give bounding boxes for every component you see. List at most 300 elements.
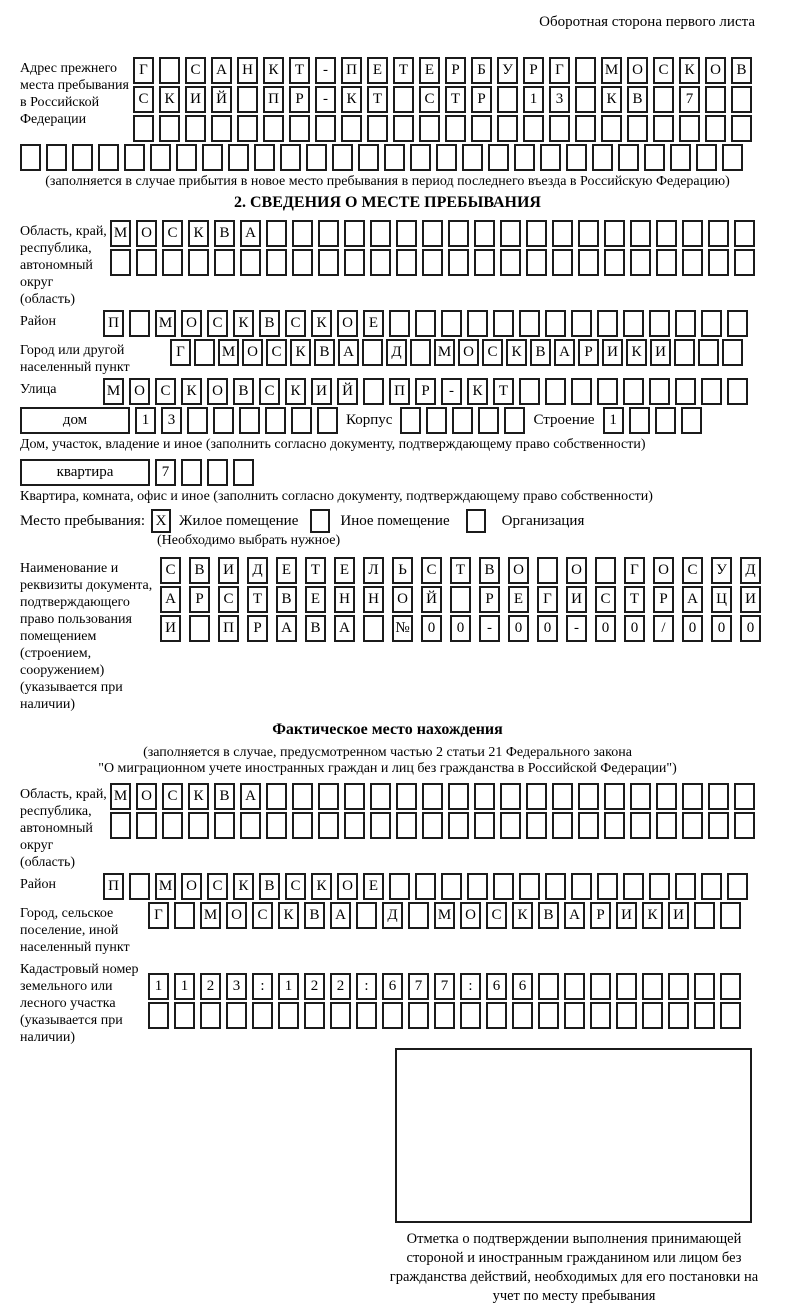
char-box[interactable]: [595, 557, 616, 584]
char-box[interactable]: [722, 339, 743, 366]
checkbox-other-premises[interactable]: [310, 509, 330, 533]
char-box[interactable]: В: [479, 557, 500, 584]
char-box[interactable]: [441, 873, 462, 900]
char-box[interactable]: [211, 115, 232, 142]
char-box[interactable]: С: [285, 310, 306, 337]
char-box[interactable]: [575, 115, 596, 142]
char-box[interactable]: Ь: [392, 557, 413, 584]
char-box[interactable]: О: [705, 57, 726, 84]
char-box[interactable]: [590, 973, 611, 1000]
char-box[interactable]: А: [564, 902, 585, 929]
char-box[interactable]: [448, 812, 469, 839]
char-box[interactable]: М: [155, 310, 176, 337]
char-box[interactable]: 6: [486, 973, 507, 1000]
char-box[interactable]: [526, 783, 547, 810]
char-box[interactable]: П: [103, 873, 124, 900]
char-box[interactable]: [597, 310, 618, 337]
char-box[interactable]: [207, 459, 228, 486]
char-box[interactable]: 1: [135, 407, 156, 434]
char-box[interactable]: [396, 783, 417, 810]
char-box[interactable]: [400, 407, 421, 434]
char-box[interactable]: Т: [493, 378, 514, 405]
char-box[interactable]: П: [218, 615, 239, 642]
char-box[interactable]: [162, 249, 183, 276]
char-box[interactable]: [656, 220, 677, 247]
char-box[interactable]: [526, 812, 547, 839]
char-box[interactable]: М: [434, 339, 455, 366]
char-box[interactable]: [698, 339, 719, 366]
char-box[interactable]: 2: [200, 973, 221, 1000]
char-box[interactable]: [616, 973, 637, 1000]
char-box[interactable]: [46, 144, 67, 171]
char-box[interactable]: [408, 1002, 429, 1029]
char-box[interactable]: [237, 115, 258, 142]
char-box[interactable]: О: [460, 902, 481, 929]
char-box[interactable]: [526, 249, 547, 276]
char-box[interactable]: [604, 249, 625, 276]
char-box[interactable]: О: [337, 310, 358, 337]
char-box[interactable]: [226, 1002, 247, 1029]
char-box[interactable]: [278, 1002, 299, 1029]
char-box[interactable]: [552, 783, 573, 810]
char-box[interactable]: [445, 115, 466, 142]
char-box[interactable]: [734, 812, 755, 839]
char-box[interactable]: [497, 115, 518, 142]
char-box[interactable]: [233, 459, 254, 486]
char-box[interactable]: [734, 783, 755, 810]
char-box[interactable]: А: [240, 220, 261, 247]
char-box[interactable]: К: [188, 220, 209, 247]
char-box[interactable]: [291, 407, 312, 434]
char-box[interactable]: Д: [247, 557, 268, 584]
char-box[interactable]: [292, 249, 313, 276]
char-box[interactable]: 7: [434, 973, 455, 1000]
char-box[interactable]: К: [233, 873, 254, 900]
char-box[interactable]: [630, 220, 651, 247]
char-box[interactable]: [731, 115, 752, 142]
char-box[interactable]: С: [259, 378, 280, 405]
char-box[interactable]: [306, 144, 327, 171]
char-box[interactable]: Р: [523, 57, 544, 84]
char-box[interactable]: [500, 812, 521, 839]
char-box[interactable]: В: [314, 339, 335, 366]
char-box[interactable]: [629, 407, 650, 434]
char-box[interactable]: [696, 144, 717, 171]
char-box[interactable]: [630, 249, 651, 276]
char-box[interactable]: [682, 249, 703, 276]
char-box[interactable]: [367, 115, 388, 142]
char-box[interactable]: [214, 249, 235, 276]
char-box[interactable]: И: [740, 586, 761, 613]
char-box[interactable]: С: [595, 586, 616, 613]
char-box[interactable]: [656, 249, 677, 276]
char-box[interactable]: 1: [523, 86, 544, 113]
char-box[interactable]: [720, 973, 741, 1000]
char-box[interactable]: [649, 873, 670, 900]
char-box[interactable]: К: [679, 57, 700, 84]
char-box[interactable]: И: [668, 902, 689, 929]
char-box[interactable]: [493, 873, 514, 900]
char-box[interactable]: -: [315, 86, 336, 113]
char-box[interactable]: Р: [189, 586, 210, 613]
char-box[interactable]: [670, 144, 691, 171]
char-box[interactable]: [578, 249, 599, 276]
char-box[interactable]: [597, 873, 618, 900]
char-box[interactable]: К: [278, 902, 299, 929]
char-box[interactable]: Т: [624, 586, 645, 613]
char-box[interactable]: О: [392, 586, 413, 613]
char-box[interactable]: [519, 310, 540, 337]
char-box[interactable]: [189, 615, 210, 642]
char-box[interactable]: О: [136, 783, 157, 810]
char-box[interactable]: С: [162, 783, 183, 810]
char-box[interactable]: [734, 220, 755, 247]
char-box[interactable]: С: [160, 557, 181, 584]
char-box[interactable]: О: [653, 557, 674, 584]
char-box[interactable]: Й: [211, 86, 232, 113]
char-box[interactable]: К: [290, 339, 311, 366]
apartment-box[interactable]: квартира: [20, 459, 150, 486]
char-box[interactable]: [623, 378, 644, 405]
char-box[interactable]: С: [207, 310, 228, 337]
char-box[interactable]: М: [110, 220, 131, 247]
char-box[interactable]: В: [259, 310, 280, 337]
char-box[interactable]: [727, 873, 748, 900]
char-box[interactable]: Е: [508, 586, 529, 613]
char-box[interactable]: О: [566, 557, 587, 584]
char-box[interactable]: [552, 812, 573, 839]
char-box[interactable]: [202, 144, 223, 171]
char-box[interactable]: [415, 310, 436, 337]
char-box[interactable]: К: [341, 86, 362, 113]
char-box[interactable]: [362, 339, 383, 366]
char-box[interactable]: [344, 220, 365, 247]
char-box[interactable]: [110, 249, 131, 276]
char-box[interactable]: [578, 812, 599, 839]
char-box[interactable]: В: [305, 615, 326, 642]
char-box[interactable]: Т: [289, 57, 310, 84]
char-box[interactable]: [642, 1002, 663, 1029]
char-box[interactable]: Й: [337, 378, 358, 405]
char-box[interactable]: [436, 144, 457, 171]
char-box[interactable]: К: [626, 339, 647, 366]
char-box[interactable]: [604, 783, 625, 810]
char-box[interactable]: [289, 115, 310, 142]
char-box[interactable]: [592, 144, 613, 171]
char-box[interactable]: Т: [367, 86, 388, 113]
char-box[interactable]: Р: [653, 586, 674, 613]
char-box[interactable]: Т: [305, 557, 326, 584]
char-box[interactable]: [552, 220, 573, 247]
char-box[interactable]: М: [103, 378, 124, 405]
char-box[interactable]: [701, 378, 722, 405]
char-box[interactable]: Й: [421, 586, 442, 613]
char-box[interactable]: [408, 902, 429, 929]
char-box[interactable]: Г: [549, 57, 570, 84]
char-box[interactable]: [384, 144, 405, 171]
char-box[interactable]: [708, 783, 729, 810]
char-box[interactable]: [682, 812, 703, 839]
char-box[interactable]: А: [211, 57, 232, 84]
char-box[interactable]: [410, 144, 431, 171]
char-box[interactable]: :: [356, 973, 377, 1000]
char-box[interactable]: [681, 407, 702, 434]
char-box[interactable]: А: [682, 586, 703, 613]
char-box[interactable]: И: [650, 339, 671, 366]
char-box[interactable]: [474, 783, 495, 810]
char-box[interactable]: [649, 378, 670, 405]
char-box[interactable]: О: [129, 378, 150, 405]
char-box[interactable]: [571, 310, 592, 337]
char-box[interactable]: [396, 812, 417, 839]
char-box[interactable]: Н: [237, 57, 258, 84]
char-box[interactable]: [474, 249, 495, 276]
char-box[interactable]: М: [155, 873, 176, 900]
char-box[interactable]: В: [189, 557, 210, 584]
char-box[interactable]: [656, 783, 677, 810]
char-box[interactable]: О: [627, 57, 648, 84]
char-box[interactable]: [500, 249, 521, 276]
char-box[interactable]: О: [207, 378, 228, 405]
char-box[interactable]: С: [133, 86, 154, 113]
char-box[interactable]: [240, 812, 261, 839]
char-box[interactable]: М: [601, 57, 622, 84]
char-box[interactable]: 0: [450, 615, 471, 642]
char-box[interactable]: [519, 873, 540, 900]
char-box[interactable]: [460, 1002, 481, 1029]
char-box[interactable]: [356, 902, 377, 929]
char-box[interactable]: [575, 86, 596, 113]
char-box[interactable]: [571, 378, 592, 405]
char-box[interactable]: [304, 1002, 325, 1029]
char-box[interactable]: А: [334, 615, 355, 642]
char-box[interactable]: [370, 783, 391, 810]
char-box[interactable]: [675, 378, 696, 405]
char-box[interactable]: Р: [578, 339, 599, 366]
char-box[interactable]: М: [110, 783, 131, 810]
char-box[interactable]: [694, 973, 715, 1000]
char-box[interactable]: С: [421, 557, 442, 584]
char-box[interactable]: [318, 812, 339, 839]
char-box[interactable]: И: [311, 378, 332, 405]
char-box[interactable]: [694, 1002, 715, 1029]
char-box[interactable]: 2: [304, 973, 325, 1000]
char-box[interactable]: [410, 339, 431, 366]
char-box[interactable]: К: [181, 378, 202, 405]
char-box[interactable]: [708, 220, 729, 247]
char-box[interactable]: [356, 1002, 377, 1029]
char-box[interactable]: /: [653, 615, 674, 642]
char-box[interactable]: [552, 249, 573, 276]
char-box[interactable]: [642, 973, 663, 1000]
char-box[interactable]: [441, 310, 462, 337]
char-box[interactable]: В: [276, 586, 297, 613]
char-box[interactable]: [434, 1002, 455, 1029]
char-box[interactable]: 3: [549, 86, 570, 113]
char-box[interactable]: А: [338, 339, 359, 366]
char-box[interactable]: [604, 220, 625, 247]
checkbox-organization[interactable]: [466, 509, 486, 533]
char-box[interactable]: [370, 220, 391, 247]
char-box[interactable]: [110, 812, 131, 839]
char-box[interactable]: [72, 144, 93, 171]
char-box[interactable]: Е: [363, 873, 384, 900]
char-box[interactable]: [540, 144, 561, 171]
char-box[interactable]: [514, 144, 535, 171]
char-box[interactable]: [393, 86, 414, 113]
char-box[interactable]: [174, 1002, 195, 1029]
char-box[interactable]: С: [185, 57, 206, 84]
char-box[interactable]: [644, 144, 665, 171]
char-box[interactable]: [363, 615, 384, 642]
char-box[interactable]: К: [506, 339, 527, 366]
char-box[interactable]: [129, 310, 150, 337]
char-box[interactable]: 0: [711, 615, 732, 642]
char-box[interactable]: [330, 1002, 351, 1029]
char-box[interactable]: 7: [679, 86, 700, 113]
char-box[interactable]: В: [214, 783, 235, 810]
char-box[interactable]: [623, 873, 644, 900]
char-box[interactable]: [292, 783, 313, 810]
char-box[interactable]: [474, 220, 495, 247]
char-box[interactable]: В: [530, 339, 551, 366]
char-box[interactable]: [266, 220, 287, 247]
char-box[interactable]: [618, 144, 639, 171]
char-box[interactable]: [187, 407, 208, 434]
char-box[interactable]: [194, 339, 215, 366]
char-box[interactable]: С: [482, 339, 503, 366]
char-box[interactable]: [422, 812, 443, 839]
char-box[interactable]: [486, 1002, 507, 1029]
char-box[interactable]: [727, 310, 748, 337]
char-box[interactable]: [500, 220, 521, 247]
char-box[interactable]: К: [311, 310, 332, 337]
char-box[interactable]: [228, 144, 249, 171]
char-box[interactable]: [266, 249, 287, 276]
char-box[interactable]: [124, 144, 145, 171]
char-box[interactable]: [734, 249, 755, 276]
char-box[interactable]: [701, 310, 722, 337]
char-box[interactable]: С: [162, 220, 183, 247]
char-box[interactable]: [341, 115, 362, 142]
char-box[interactable]: [344, 249, 365, 276]
char-box[interactable]: М: [218, 339, 239, 366]
char-box[interactable]: [188, 812, 209, 839]
char-box[interactable]: [705, 115, 726, 142]
char-box[interactable]: 3: [226, 973, 247, 1000]
char-box[interactable]: А: [240, 783, 261, 810]
char-box[interactable]: [136, 812, 157, 839]
char-box[interactable]: И: [602, 339, 623, 366]
char-box[interactable]: 7: [155, 459, 176, 486]
char-box[interactable]: И: [160, 615, 181, 642]
char-box[interactable]: [214, 812, 235, 839]
char-box[interactable]: [237, 86, 258, 113]
char-box[interactable]: С: [155, 378, 176, 405]
char-box[interactable]: [682, 220, 703, 247]
char-box[interactable]: 6: [382, 973, 403, 1000]
char-box[interactable]: [315, 115, 336, 142]
char-box[interactable]: [504, 407, 525, 434]
char-box[interactable]: [358, 144, 379, 171]
char-box[interactable]: К: [188, 783, 209, 810]
char-box[interactable]: П: [389, 378, 410, 405]
char-box[interactable]: [545, 378, 566, 405]
char-box[interactable]: [682, 783, 703, 810]
char-box[interactable]: [370, 249, 391, 276]
char-box[interactable]: 7: [408, 973, 429, 1000]
char-box[interactable]: [389, 310, 410, 337]
char-box[interactable]: 0: [624, 615, 645, 642]
char-box[interactable]: Г: [133, 57, 154, 84]
char-box[interactable]: Т: [393, 57, 414, 84]
char-box[interactable]: О: [337, 873, 358, 900]
char-box[interactable]: [332, 144, 353, 171]
char-box[interactable]: [578, 783, 599, 810]
char-box[interactable]: В: [627, 86, 648, 113]
char-box[interactable]: [630, 783, 651, 810]
char-box[interactable]: К: [263, 57, 284, 84]
char-box[interactable]: [363, 378, 384, 405]
char-box[interactable]: [174, 902, 195, 929]
char-box[interactable]: [422, 783, 443, 810]
char-box[interactable]: [545, 873, 566, 900]
char-box[interactable]: Е: [276, 557, 297, 584]
char-box[interactable]: Д: [386, 339, 407, 366]
char-box[interactable]: О: [226, 902, 247, 929]
char-box[interactable]: [497, 86, 518, 113]
char-box[interactable]: К: [601, 86, 622, 113]
char-box[interactable]: Н: [363, 586, 384, 613]
char-box[interactable]: [623, 310, 644, 337]
char-box[interactable]: [181, 459, 202, 486]
char-box[interactable]: Р: [247, 615, 268, 642]
char-box[interactable]: [148, 1002, 169, 1029]
char-box[interactable]: А: [330, 902, 351, 929]
char-box[interactable]: Р: [590, 902, 611, 929]
char-box[interactable]: [462, 144, 483, 171]
char-box[interactable]: [488, 144, 509, 171]
char-box[interactable]: 1: [603, 407, 624, 434]
char-box[interactable]: И: [185, 86, 206, 113]
char-box[interactable]: И: [218, 557, 239, 584]
char-box[interactable]: Е: [419, 57, 440, 84]
char-box[interactable]: Д: [382, 902, 403, 929]
char-box[interactable]: [674, 339, 695, 366]
char-box[interactable]: [655, 407, 676, 434]
char-box[interactable]: С: [218, 586, 239, 613]
char-box[interactable]: П: [263, 86, 284, 113]
char-box[interactable]: [200, 1002, 221, 1029]
char-box[interactable]: Г: [624, 557, 645, 584]
char-box[interactable]: [500, 783, 521, 810]
char-box[interactable]: Е: [334, 557, 355, 584]
char-box[interactable]: [129, 873, 150, 900]
char-box[interactable]: [578, 220, 599, 247]
char-box[interactable]: [668, 1002, 689, 1029]
char-box[interactable]: В: [259, 873, 280, 900]
char-box[interactable]: [252, 1002, 273, 1029]
char-box[interactable]: [571, 873, 592, 900]
char-box[interactable]: Д: [740, 557, 761, 584]
char-box[interactable]: П: [341, 57, 362, 84]
char-box[interactable]: [159, 57, 180, 84]
char-box[interactable]: [150, 144, 171, 171]
char-box[interactable]: [292, 220, 313, 247]
char-box[interactable]: [318, 249, 339, 276]
char-box[interactable]: [159, 115, 180, 142]
char-box[interactable]: С: [252, 902, 273, 929]
